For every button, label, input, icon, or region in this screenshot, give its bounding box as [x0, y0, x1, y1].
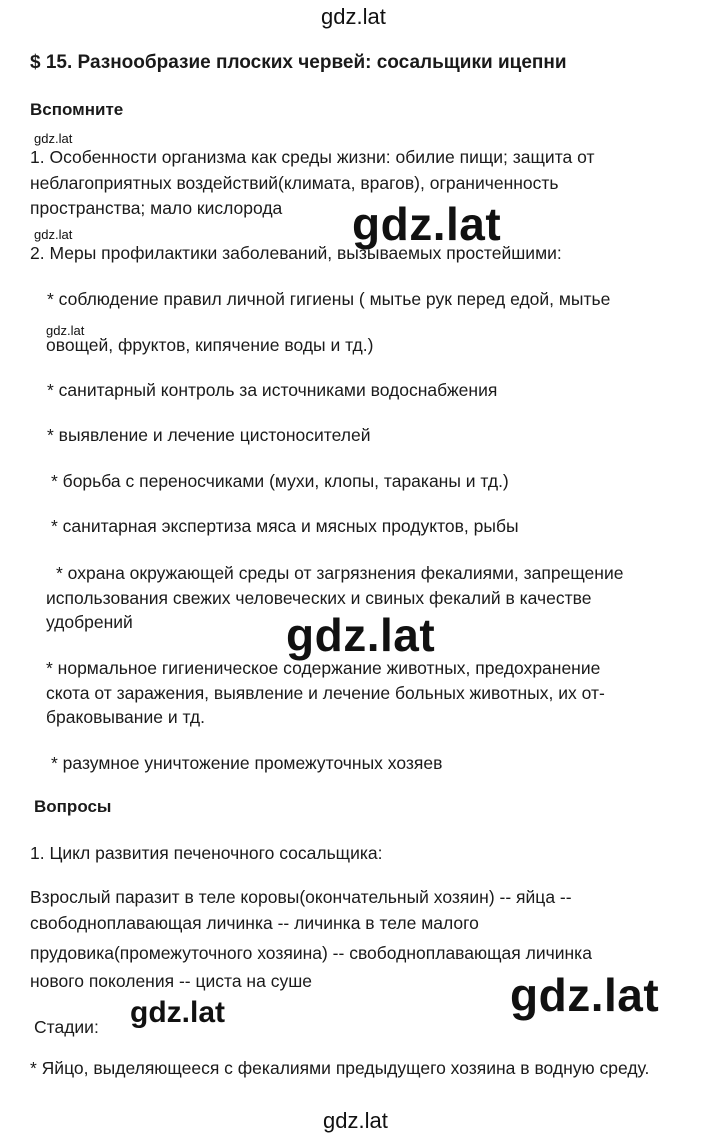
recall-item-1-line-2: неблагоприятных воздействий(климата, врагов), ограниченность	[30, 173, 559, 193]
measure-7-line-1: * нормальное гигиеническое содержание животных, предохранение	[46, 658, 601, 678]
watermark-top: gdz.lat	[321, 4, 386, 29]
measure-3: * выявление и лечение цистоносителей	[47, 425, 371, 445]
measure-2: * санитарный контроль за источниками водоснабжения	[47, 380, 498, 400]
measure-1-line-1: * соблюдение правил личной гигиены ( мытье рук перед едой, мытье	[47, 289, 611, 309]
watermark-bottom: gdz.lat	[323, 1108, 388, 1133]
cycle-line-2: свободноплавающая личинка -- личинка в теле малого	[30, 913, 479, 933]
stage-1: * Яйцо, выделяющееся с фекалиями предыдущего хозяина в водную среду.	[30, 1058, 650, 1078]
recall-item-2: 2. Меры профилактики заболеваний, вызываемых простейшими:	[30, 243, 562, 263]
measure-7-line-2: скота от заражения, выявление и лечение больных животных, их от-	[46, 683, 605, 703]
cycle-line-3: прудовика(промежуточного хозяина) -- свободноплавающая личинка	[30, 943, 592, 963]
stages-label: Стадии:	[34, 1017, 99, 1037]
measure-1-line-2: овощей, фруктов, кипячение воды и тд.)	[46, 335, 374, 355]
watermark-tiny: gdz.lat	[34, 131, 73, 146]
recall-heading: Вспомните	[30, 100, 124, 119]
recall-item-1-line-3: пространства; мало кислорода	[30, 198, 283, 218]
measure-6-line-2: использования свежих человеческих и свиных фекалий в качестве	[46, 588, 592, 608]
recall-item-1-line-1: 1. Особенности организма как среды жизни: обилие пищи; защита от	[30, 147, 595, 167]
watermark-big: gdz.lat	[510, 969, 660, 1021]
watermark-medium: gdz.lat	[130, 996, 225, 1029]
measure-4: * борьба с переносчиками (мухи, клопы, тараканы и тд.)	[51, 471, 509, 491]
watermark-big: gdz.lat	[352, 198, 502, 250]
questions-heading: Вопросы	[34, 797, 112, 816]
page-title: $ 15. Разнообразие плоских червей: сосальщики ицепни	[30, 52, 567, 73]
measure-6-line-3: удобрений	[46, 612, 133, 632]
measure-5: * санитарная экспертиза мяса и мясных продуктов, рыбы	[51, 516, 519, 536]
cycle-line-4: нового поколения -- циста на суше	[30, 971, 312, 991]
measure-6-line-1: * охрана окружающей среды от загрязнения фекалиями, запрещение	[56, 563, 624, 583]
question-1: 1. Цикл развития печеночного сосальщика:	[30, 843, 383, 863]
watermark-big: gdz.lat	[286, 609, 436, 661]
watermark-tiny: gdz.lat	[46, 323, 85, 338]
measure-8: * разумное уничтожение промежуточных хозяев	[51, 753, 443, 773]
measure-7-line-3: браковывание и тд.	[46, 707, 205, 727]
cycle-line-1: Взрослый паразит в теле коровы(окончательный хозяин) -- яйца --	[30, 887, 572, 907]
watermark-tiny: gdz.lat	[34, 227, 73, 242]
